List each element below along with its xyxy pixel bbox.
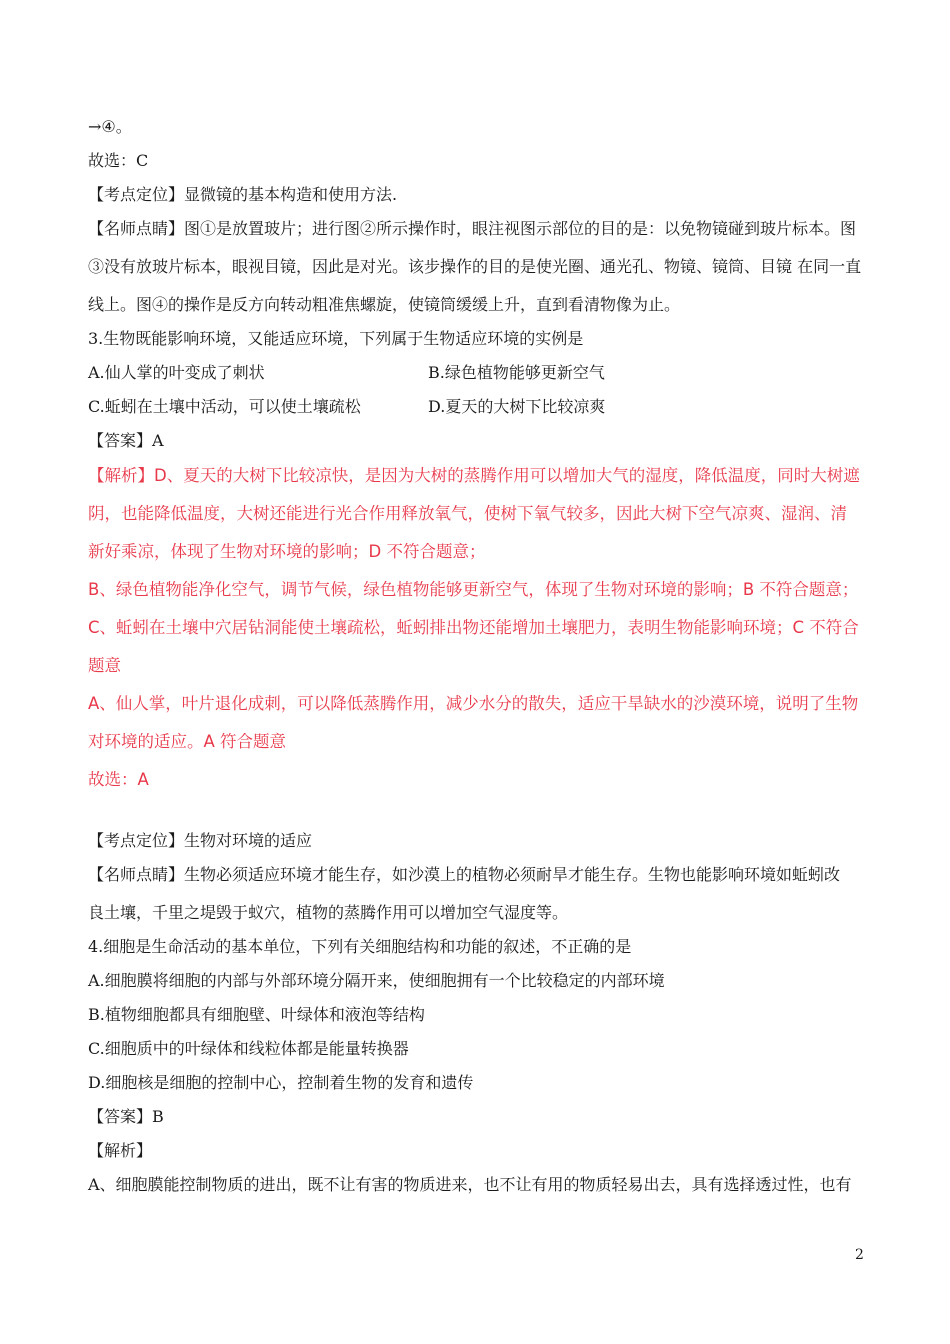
analysis-line: C、蚯蚓在土壤中穴居钻洞能使土壤疏松，蚯蚓排出物还能增加土壤肥力，表明生物能影响环境；C 不符合 xyxy=(88,618,859,637)
option-4b: B.植物细胞都具有细胞壁、叶绿体和液泡等结构 xyxy=(88,1005,425,1024)
option-3d: D.夏天的大树下比较凉爽 xyxy=(428,397,606,416)
text-line: →④。 xyxy=(88,117,132,136)
option-4d: D.细胞核是细胞的控制中心，控制着生物的发育和遗传 xyxy=(88,1073,474,1092)
analysis-line: B、绿色植物能净化空气，调节气候，绿色植物能够更新空气，体现了生物对环境的影响；B 不符合题意； xyxy=(88,580,859,599)
text-line: 良土壤，千里之堤毁于蚁穴，植物的蒸腾作用可以增加空气湿度等。 xyxy=(88,903,569,922)
option-3c: C.蚯蚓在土壤中活动，可以使土壤疏松 xyxy=(88,397,361,416)
text-line: 【名师点睛】生物必须适应环境才能生存，如沙漠上的植物必须耐旱才能生存。生物也能影响环境如蚯蚓改 xyxy=(88,865,841,884)
option-3a: A.仙人掌的叶变成了刺状 xyxy=(88,363,265,382)
option-3b: B.绿色植物能够更新空气 xyxy=(428,363,605,382)
answer-4: 【答案】B xyxy=(88,1107,164,1126)
option-4a: A.细胞膜将细胞的内部与外部环境分隔开来，使细胞拥有一个比较稳定的内部环境 xyxy=(88,971,665,990)
analysis-line: 题意 xyxy=(88,656,121,675)
text-line: 【考点定位】生物对环境的适应 xyxy=(88,831,313,850)
text-line: 故选：C xyxy=(88,151,149,170)
page-number: 2 xyxy=(855,1247,864,1263)
analysis-line: 阴，也能降低温度，大树还能进行光合作用释放氧气，使树下氧气较多，因此大树下空气凉爽、湿润、清 xyxy=(88,504,847,523)
question-3: 3.生物既能影响环境，又能适应环境，下列属于生物适应环境的实例是 xyxy=(88,329,584,348)
text-line: 【解析】 xyxy=(88,1141,153,1160)
answer-3: 【答案】A xyxy=(88,431,164,450)
analysis-line: 对环境的适应。A 符合题意 xyxy=(88,732,287,751)
analysis-line: 新好乘凉，体现了生物对环境的影响；D 不符合题意； xyxy=(88,542,486,561)
option-4c: C.细胞质中的叶绿体和线粒体都是能量转换器 xyxy=(88,1039,409,1058)
text-line: ③没有放玻片标本，眼视目镜，因此是对光。该步操作的目的是使光圈、通光孔、物镜、镜筒、目镜 在同一直 xyxy=(88,257,862,276)
text-line: A、细胞膜能控制物质的进出，既不让有害的物质进来，也不让有用的物质轻易出去，具有选择透过性，也有 xyxy=(88,1175,852,1194)
analysis-line: 【解析】D、夏天的大树下比较凉快，是因为大树的蒸腾作用可以增加大气的湿度，降低温度，同时大树遮 xyxy=(88,466,860,485)
analysis-line: 故选：A xyxy=(88,770,149,789)
question-4: 4.细胞是生命活动的基本单位，下列有关细胞结构和功能的叙述，不正确的是 xyxy=(88,937,632,956)
text-line: 【名师点睛】图①是放置玻片；进行图②所示操作时，眼注视图示部位的目的是：以免物镜碰到玻片标本。图 xyxy=(88,219,857,238)
analysis-line: A、仙人掌，叶片退化成刺，可以降低蒸腾作用，减少水分的散失，适应干旱缺水的沙漠环境，说明了生物 xyxy=(88,694,859,713)
text-line: 线上。图④的操作是反方向转动粗准焦螺旋，使镜筒缓缓上升，直到看清物像为止。 xyxy=(88,295,681,314)
text-line: 【考点定位】显微镜的基本构造和使用方法. xyxy=(88,185,398,204)
